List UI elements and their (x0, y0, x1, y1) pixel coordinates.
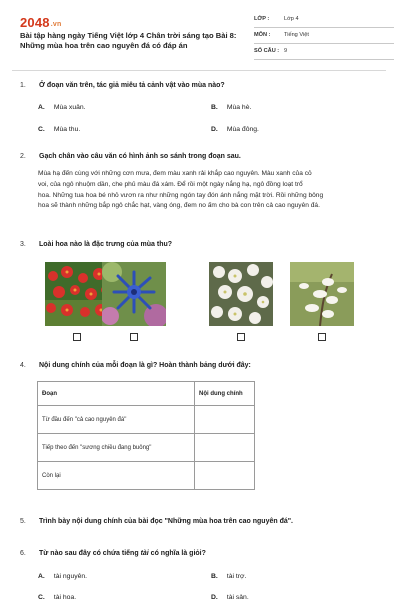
option-b[interactable] (211, 104, 251, 111)
meta-value: Lớp 4 (284, 16, 299, 22)
option-c[interactable] (38, 126, 80, 133)
option-letter: D. (211, 126, 218, 133)
option-checkbox[interactable] (130, 333, 138, 341)
option-d[interactable] (211, 126, 259, 133)
worksheet-meta (254, 12, 394, 60)
option-text: Mùa xuân. (53, 104, 86, 111)
question-text-part: Từ nào sau đây có chứa tiếng (39, 550, 141, 557)
logo-text: 2048 (20, 15, 50, 30)
question-text: Trình bày nội dung chính của bài đọc "Những mùa hoa trên cao nguyên đá". (39, 518, 294, 525)
question-number: 2. (20, 153, 26, 160)
table-row (38, 406, 255, 434)
table-row (38, 434, 255, 462)
white-blossom-image (209, 262, 273, 326)
table-row (38, 462, 255, 490)
question-text: Gạch chân vào câu văn có hình ảnh so sánh trong đoạn sau. (39, 153, 241, 160)
option-text: Mùa đông. (226, 126, 259, 133)
meta-key: SỐ CÂU : (254, 48, 280, 54)
option-letter: C. (38, 594, 45, 601)
option-checkbox[interactable] (73, 333, 81, 341)
table-header: Nội dung chính (195, 382, 255, 406)
meta-value: 9 (284, 48, 288, 54)
meta-row-subject (254, 28, 394, 44)
table-header: Đoạn (38, 382, 195, 406)
worksheet-header (16, 12, 386, 62)
logo-suffix: .vn (50, 21, 62, 28)
question-number: 3. (20, 241, 26, 248)
table-cell: Còn lại (38, 462, 195, 490)
option-text: tài sản. (226, 594, 249, 601)
option-text: tài nguyên. (53, 573, 88, 580)
reading-paragraph (38, 169, 381, 212)
table-cell: Tiếp theo đến "sương chiều đang buông" (38, 434, 195, 462)
option-letter: C. (38, 126, 45, 133)
option-letter: B. (211, 573, 218, 580)
question-number: 4. (20, 362, 26, 369)
table-header-row (38, 382, 255, 406)
red-flowers-image (45, 262, 109, 326)
question-number: 6. (20, 550, 26, 557)
option-a[interactable] (38, 573, 87, 580)
question-text: Nội dung chính của mỗi đoạn là gì? Hoàn thành bảng dưới đây: (39, 362, 251, 369)
option-text: tài hoa. (53, 594, 77, 601)
question-number: 1. (20, 82, 26, 89)
table-cell: Từ đầu đến "cả cao nguyên đá" (38, 406, 195, 434)
question-number: 5. (20, 518, 26, 525)
option-letter: B. (211, 104, 218, 111)
option-letter: A. (38, 104, 45, 111)
question-text: Loài hoa nào là đặc trưng của mùa thu? (39, 241, 173, 248)
question-text-emphasis: tài (140, 550, 149, 557)
option-text: Mùa thu. (53, 126, 81, 133)
option-checkbox[interactable] (237, 333, 245, 341)
worksheet-title: Bài tập hàng ngày Tiếng Việt lớp 4 Chân trời sáng tạo Bài 8: Những mùa hoa trên cao nguyên đá có đáp án (20, 31, 237, 50)
option-letter: D. (211, 594, 218, 601)
option-checkbox[interactable] (318, 333, 326, 341)
answer-table (37, 381, 255, 490)
answer-cell[interactable] (195, 406, 255, 434)
white-orchid-image (290, 262, 354, 326)
site-logo[interactable] (20, 15, 61, 30)
paragraph-line: voi, của ngô nhuộm dần, che phủ màu đá xám. Để rồi một ngày nắng hạ, ngô đồng loạt trổ (38, 180, 303, 188)
option-a[interactable] (38, 104, 86, 111)
paragraph-line: hoa. Những tua hoa bé nhỏ vươn ra như những ngón tay đón ánh nắng mặt trời. Rồi những bông (38, 191, 324, 199)
option-letter: A. (38, 573, 45, 580)
option-b[interactable] (211, 573, 246, 580)
option-text: tài trợ. (226, 573, 247, 580)
meta-key: LỚP : (254, 16, 270, 22)
meta-row-count (254, 44, 394, 60)
meta-key: MÔN : (254, 32, 271, 38)
question-text: Ở đoạn văn trên, tác giả miêu tả cảnh vật vào mùa nào? (39, 82, 225, 89)
answer-cell[interactable] (195, 462, 255, 490)
meta-value: Tiếng Việt (284, 32, 309, 38)
blue-cornflower-image (102, 262, 166, 326)
meta-row-class (254, 12, 394, 28)
question-text-part: có nghĩa là giỏi? (148, 550, 206, 557)
header-divider (12, 70, 386, 71)
answer-cell[interactable] (195, 434, 255, 462)
question-text (39, 550, 379, 557)
paragraph-line: Mùa hạ đến cùng với những cơn mưa, đem màu xanh rải khắp cao nguyên. Màu xanh của cỏ (38, 170, 312, 177)
paragraph-line: hoa sẽ thành những bắp ngô chắc hạt, vàng óng, đem no ấm cho bà con trên cả cao nguyên đá. (38, 202, 320, 210)
option-text: Mùa hè. (226, 104, 252, 111)
